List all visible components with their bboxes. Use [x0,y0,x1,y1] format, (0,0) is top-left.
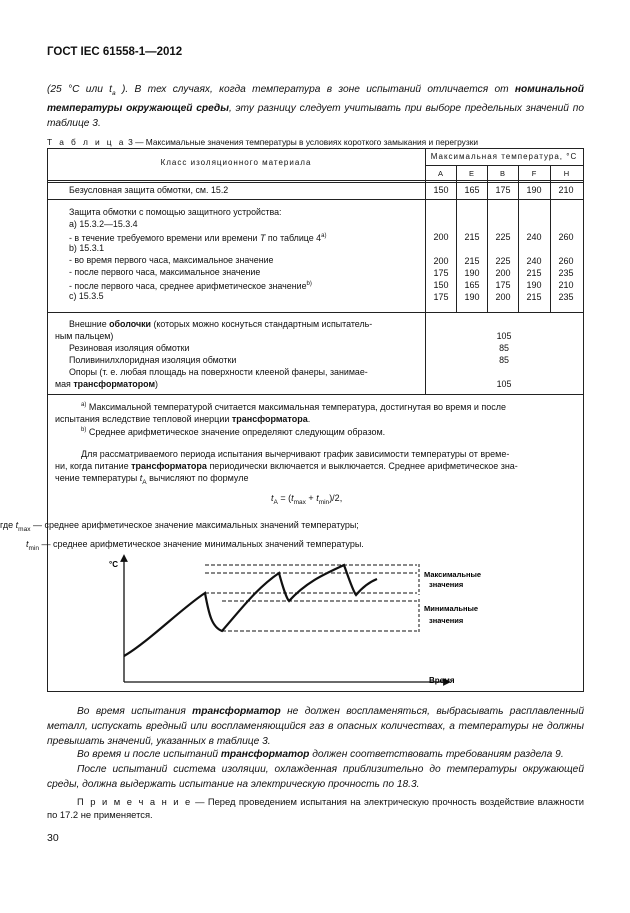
r2-v-0-0: 200 [433,232,449,242]
row2-line-5: - во время первого часа, максимальное значение [69,255,274,265]
row3-line-3: Резиновая изоляция обмотки [69,343,190,353]
body-paragraph-1: Во время испытания трансформатор не должен воспламеняться, выбрасывать расплавленный металл, испускать вредный или воспламеняющийся газ в опасных количествах, а температуры не должны превышать значений, указанных в таблице 3. [47,706,585,748]
row2-line-6: - после первого часа, максимальное значение [69,267,261,277]
formula-where: где $t_{max}$ — среднее арифметическое значение максимальных значений температуры; $t_{min}$ — среднее арифметическое значение минимальных значений температуры. [0,520,364,552]
r2-v-3-4: 210 [558,280,574,290]
header-insulation-class: Класс изоляционного материала [160,158,312,167]
r2-v-3-1: 165 [464,280,480,290]
r2-v-1-0: 200 [433,256,449,266]
y-axis-label: °С [109,560,118,569]
note: П р и м е ч а н и е — Перед проведением испытания на электрическую прочность воздействие влажности по 17.2 не применяется. [47,796,584,820]
footnote-a: $^{а)}$ Максимальной температурой считается максимальная температура, достигнутая во время и после испытания вследствие тепловой инерции трансформатора. [55,402,507,425]
r2-v-0-1: 215 [464,232,480,242]
min-label-2: значения [429,616,464,625]
row3-line-6: мая трансформатором) [55,379,158,389]
row1-value-f: 190 [526,185,542,195]
r2-v-1-1: 215 [464,256,480,266]
r2-v-3-0: 150 [433,280,449,290]
min-label-1: Минимальные [424,604,479,613]
caption-label: Т а б л и ц а [47,137,126,147]
temperature-curve [124,565,377,656]
r2-v-3-2: 175 [495,280,511,290]
row3-value-1: 105 [496,331,512,341]
class-h: H [563,169,570,178]
row2-line-3: - в течение требуемого времени или времени T по таблице $4^{а)}$ [69,232,327,243]
r2-v-0-3: 240 [526,232,542,242]
footnote-b: $^{b)}$ Среднее арифметическое значение определяют следующим образом. [81,427,386,437]
footnote-explanation: Для рассматриваемого периода испытания вычерчивают график зависимости температуры от време- ни, когда питание трансформатора периодически включается и выключается. Среднее арифметическое зна- чение температуры $t_A$ вычисляют по формуле [55,449,518,487]
r2-v-1-3: 240 [526,256,542,266]
intro-paragraph [47,82,584,132]
r2-v-1-4: 260 [558,256,574,266]
document-header: ГОСТ IEC 61558-1—2012 [47,46,183,58]
row3-line-2: ным пальцем) [55,331,114,341]
r2-v-4-0: 175 [433,292,449,302]
row2-line-1: Защита обмотки с помощью защитного устройства: [69,207,282,217]
table-caption [47,137,478,147]
row1-value-e: 165 [464,185,480,195]
caption-text: 3 — Максимальные значения температуры в условиях короткого замыкания и перегрузки [128,137,479,147]
intro-t-subscript: a [112,90,116,98]
r2-v-3-3: 190 [526,280,542,290]
intro-t-symbol: t [109,84,113,95]
body-paragraph-2: Во время и после испытаний трансформатор должен соответствовать требованиям раздела 9. [77,749,564,760]
intro-text-1: (25 °С или [47,84,110,95]
temperature-graph [47,553,584,688]
r2-v-2-1: 190 [464,268,480,278]
r2-v-2-3: 215 [526,268,542,278]
row1-value-a: 150 [433,185,449,195]
intro-text-2: ). В тех случаях, когда температура в зоне испытаний отличается от [115,84,515,95]
header-max-temperature: Максимальная температура, °С [430,152,578,161]
class-e: E [468,169,474,178]
row3-line-1: Внешние оболочки (которых можно коснуться стандартным испытатель- [69,319,373,329]
row3-line-5: Опоры (т. е. любая площадь на поверхности клееной фанеры, занимае- [69,367,368,377]
table [0,148,584,692]
row1-value-b: 175 [495,185,511,195]
body-paragraph-3: После испытаний система изоляции, охлажденная приблизительно до температуры окружающей среды, должна выдержать испытание на электрическую прочность по 18.3. [47,764,584,791]
row1-value-h: 210 [558,185,574,195]
intro-text-3: , эту разницу следует учитывать при выборе предельных значений по таблице 3. [47,103,584,130]
row2-line-4: b) 15.3.1 [69,243,105,253]
row2-line-7: - после первого часа, среднее арифметическое значение$^{b)}$ [69,280,312,291]
r2-v-4-2: 200 [495,292,511,302]
max-label-1: Максимальные [424,570,482,579]
r2-v-1-2: 225 [495,256,511,266]
r2-v-2-2: 200 [495,268,511,278]
r2-v-2-4: 235 [558,268,574,278]
formula: $t_A = (t_{max} + t_{min})/2$, [271,493,343,506]
class-f: F [531,169,537,178]
row2-line-8: с) 15.3.5 [69,291,104,301]
max-label-2: значения [429,580,464,589]
r2-v-0-2: 225 [495,232,511,242]
row1-label: Безусловная защита обмотки, см. 15.2 [69,185,229,195]
page-number: 30 [47,832,59,844]
row3-line-4: Поливинилхлоридная изоляция обмотки [69,355,237,365]
r2-v-4-4: 235 [558,292,574,302]
row3-value-4: 105 [496,379,512,389]
row2-line-2: а) 15.3.2—15.3.4 [69,219,138,229]
class-a: A [437,169,443,178]
r2-v-4-1: 190 [464,292,480,302]
row3-value-2: 85 [499,343,509,353]
x-axis-label: Время [429,676,455,685]
r2-v-0-4: 260 [558,232,574,242]
r2-v-2-0: 175 [433,268,449,278]
r2-v-4-3: 215 [526,292,542,302]
intro-bold-term: номинальной температуры окружающей среды [47,84,584,115]
class-b: B [499,169,505,178]
row3-value-3: 85 [499,355,509,365]
